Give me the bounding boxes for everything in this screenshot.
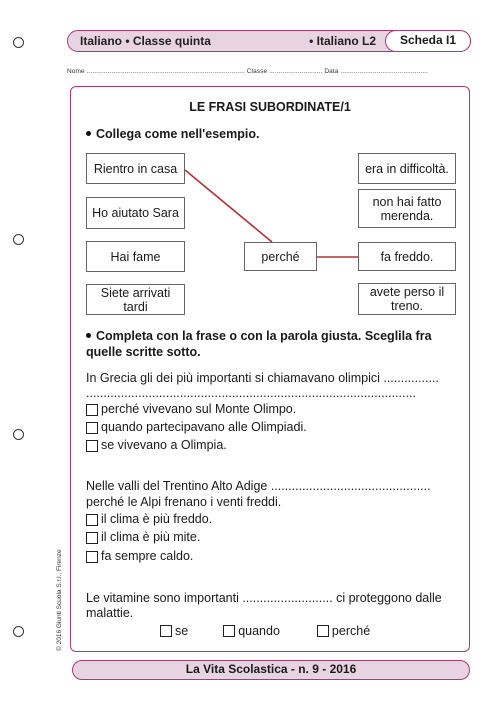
match-right-item[interactable]: avete perso il treno. xyxy=(358,283,456,315)
student-info-line: Nome ................................................................................... Classe ............................ Data .............................................. xyxy=(67,68,429,75)
checkbox[interactable] xyxy=(86,514,98,526)
question2-line: Nelle valli del Trentino Alto Adige .............................................. xyxy=(86,479,431,493)
match-right-item[interactable]: non hai fatto merenda. xyxy=(358,189,456,228)
punch-hole xyxy=(13,626,24,637)
checkbox[interactable] xyxy=(86,422,98,434)
match-right-item[interactable]: era in difficoltà. xyxy=(358,153,456,184)
question2-continuation: perché le Alpi frenano i venti freddi. xyxy=(86,495,282,509)
punch-hole xyxy=(13,37,24,48)
match-center-item[interactable]: perché xyxy=(244,242,317,271)
match-left-item[interactable]: Hai fame xyxy=(86,241,185,272)
option-row[interactable]: quando partecipavano alle Olimpiadi. xyxy=(86,420,307,435)
match-left-item[interactable]: Ho aiutato Sara xyxy=(86,197,185,229)
bullet-icon xyxy=(86,333,91,338)
header-subject: Italiano • Classe quinta xyxy=(80,34,211,48)
checkbox[interactable] xyxy=(86,404,98,416)
match-left-item[interactable]: Siete arrivati tardi xyxy=(86,284,185,315)
question1-line: In Grecia gli dei più importanti si chiamavano olimpici ................ xyxy=(86,371,439,385)
footer-bar: La Vita Scolastica - n. 9 - 2016 xyxy=(72,660,470,680)
checkbox[interactable] xyxy=(317,625,329,637)
header-bar xyxy=(67,30,471,52)
question3-continuation: malattie. xyxy=(86,606,134,620)
option-row[interactable]: il clima è più mite. xyxy=(86,530,200,545)
punch-hole xyxy=(13,234,24,245)
page-title: LE FRASI SUBORDINATE/1 xyxy=(189,100,351,114)
header-course: • Italiano L2 xyxy=(309,34,376,48)
exercise1-instruction: Collega come nell'esempio. xyxy=(86,126,259,142)
worksheet-tag: Scheda I1 xyxy=(385,30,471,52)
copyright-text: © 2016 Giunti Scuola S.r.l., Firenze xyxy=(56,549,63,651)
option-row[interactable]: se vivevano a Olimpia. xyxy=(86,438,227,453)
option-se[interactable]: se xyxy=(160,624,188,638)
punch-hole xyxy=(13,429,24,440)
checkbox[interactable] xyxy=(86,440,98,452)
option-quando[interactable]: quando xyxy=(223,624,280,638)
exercise2-instruction: Completa con la frase o con la parola giusta. Sceglila fra quelle scritte sotto. xyxy=(86,329,432,359)
question3-options xyxy=(160,624,370,638)
question3-line: Le vitamine sono importanti .......................... ci proteggono dalle xyxy=(86,591,442,605)
checkbox[interactable] xyxy=(223,625,235,637)
checkbox[interactable] xyxy=(86,532,98,544)
match-right-item[interactable]: fa freddo. xyxy=(358,242,456,271)
checkbox[interactable] xyxy=(160,625,172,637)
question1-answer-line: ............................................................................................... xyxy=(86,386,416,400)
option-perche[interactable]: perché xyxy=(317,624,370,638)
option-row[interactable]: il clima è più freddo. xyxy=(86,512,212,527)
bullet-icon xyxy=(86,131,91,136)
match-left-item[interactable]: Rientro in casa xyxy=(86,153,185,184)
checkbox[interactable] xyxy=(86,551,98,563)
option-row[interactable]: fa sempre caldo. xyxy=(86,549,193,564)
option-row[interactable]: perché vivevano sul Monte Olimpo. xyxy=(86,402,296,417)
